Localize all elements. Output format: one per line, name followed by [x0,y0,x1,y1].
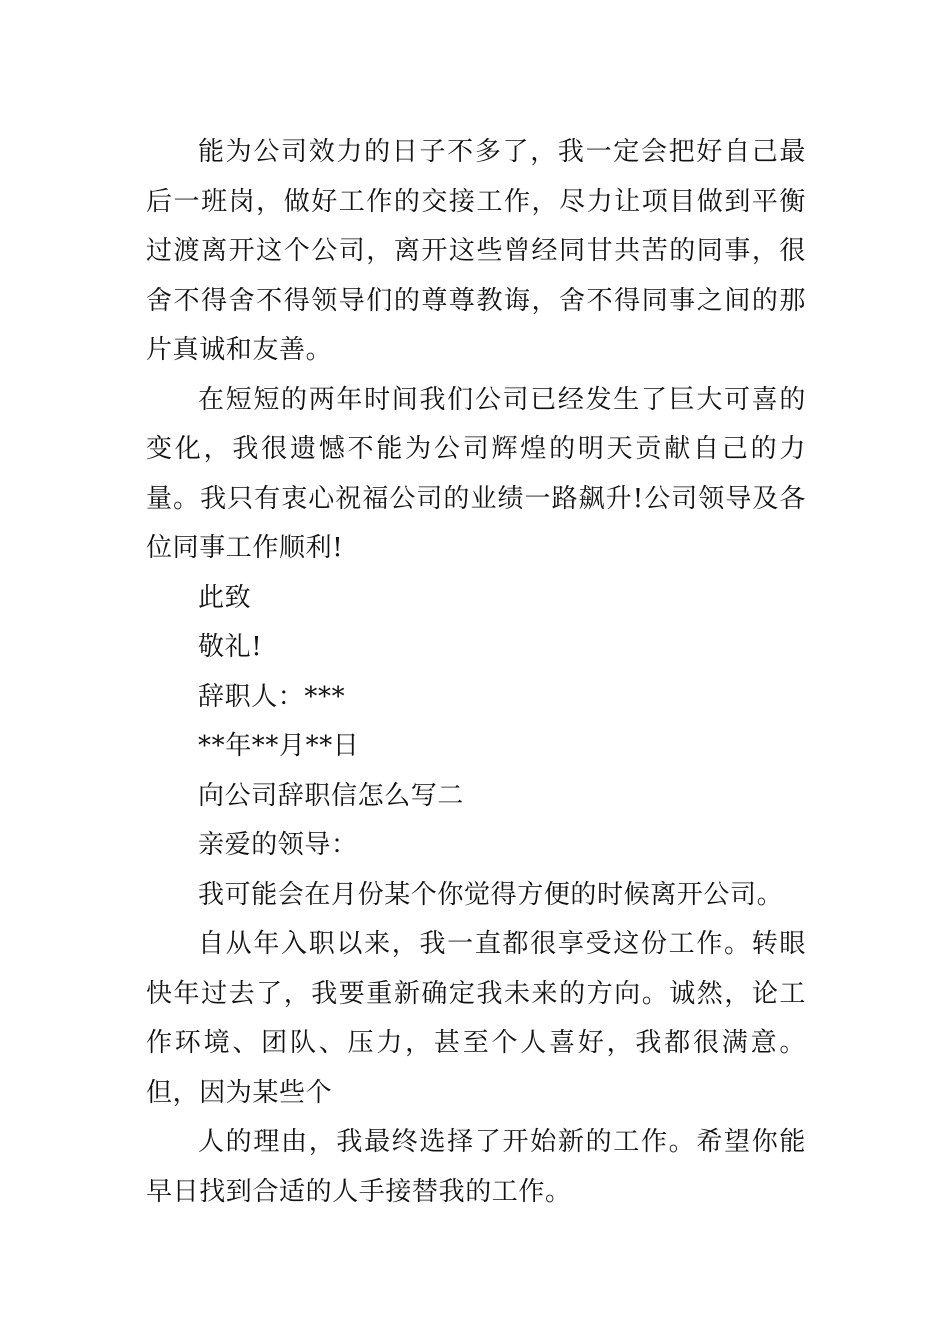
closing-salutation: 此致 [198,582,252,613]
document-body [146,128,806,1217]
paragraph-company-wishes: 在短短的两年时间我们公司已经发生了巨大可喜的变化，我很遗憾不能为公司辉煌的明天贡献自己的力量。我只有衷心祝福公司的业绩一路飙升!公司领导及各位同事工作顺利! [146,384,806,563]
signature-line: 辞职人：*** [198,681,346,712]
paragraph-leave-notice: 我可能会在月份某个你觉得方便的时候离开公司。 [198,879,784,910]
paragraph-reason: 自从年入职以来，我一直都很享受这份工作。转眼快年过去了，我要重新确定我未来的方向。诚然，论工作环境、团队、压力，甚至个人喜好，我都很满意。但，因为某些个 [146,929,806,1108]
letter-greeting: 亲爱的领导： [198,830,358,860]
paragraph-new-job: 人的理由，我最终选择了开始新的工作。希望你能早日找到合适的人手接替我的工作。 [146,1127,806,1207]
date-line: **年**月**日 [198,731,360,761]
paragraph-farewell-duty: 能为公司效力的日子不多了，我一定会把好自己最后一班岗，做好工作的交接工作，尽力让项目做到平衡过渡离开这个公司，离开这些曾经同甘共苦的同事，很舍不得舍不得领导们的尊尊教诲，舍不得同事之间的那片真诚和友善。 [146,137,806,365]
section-heading: 向公司辞职信怎么写二 [198,780,465,811]
closing-regards: 敬礼! [198,632,263,662]
